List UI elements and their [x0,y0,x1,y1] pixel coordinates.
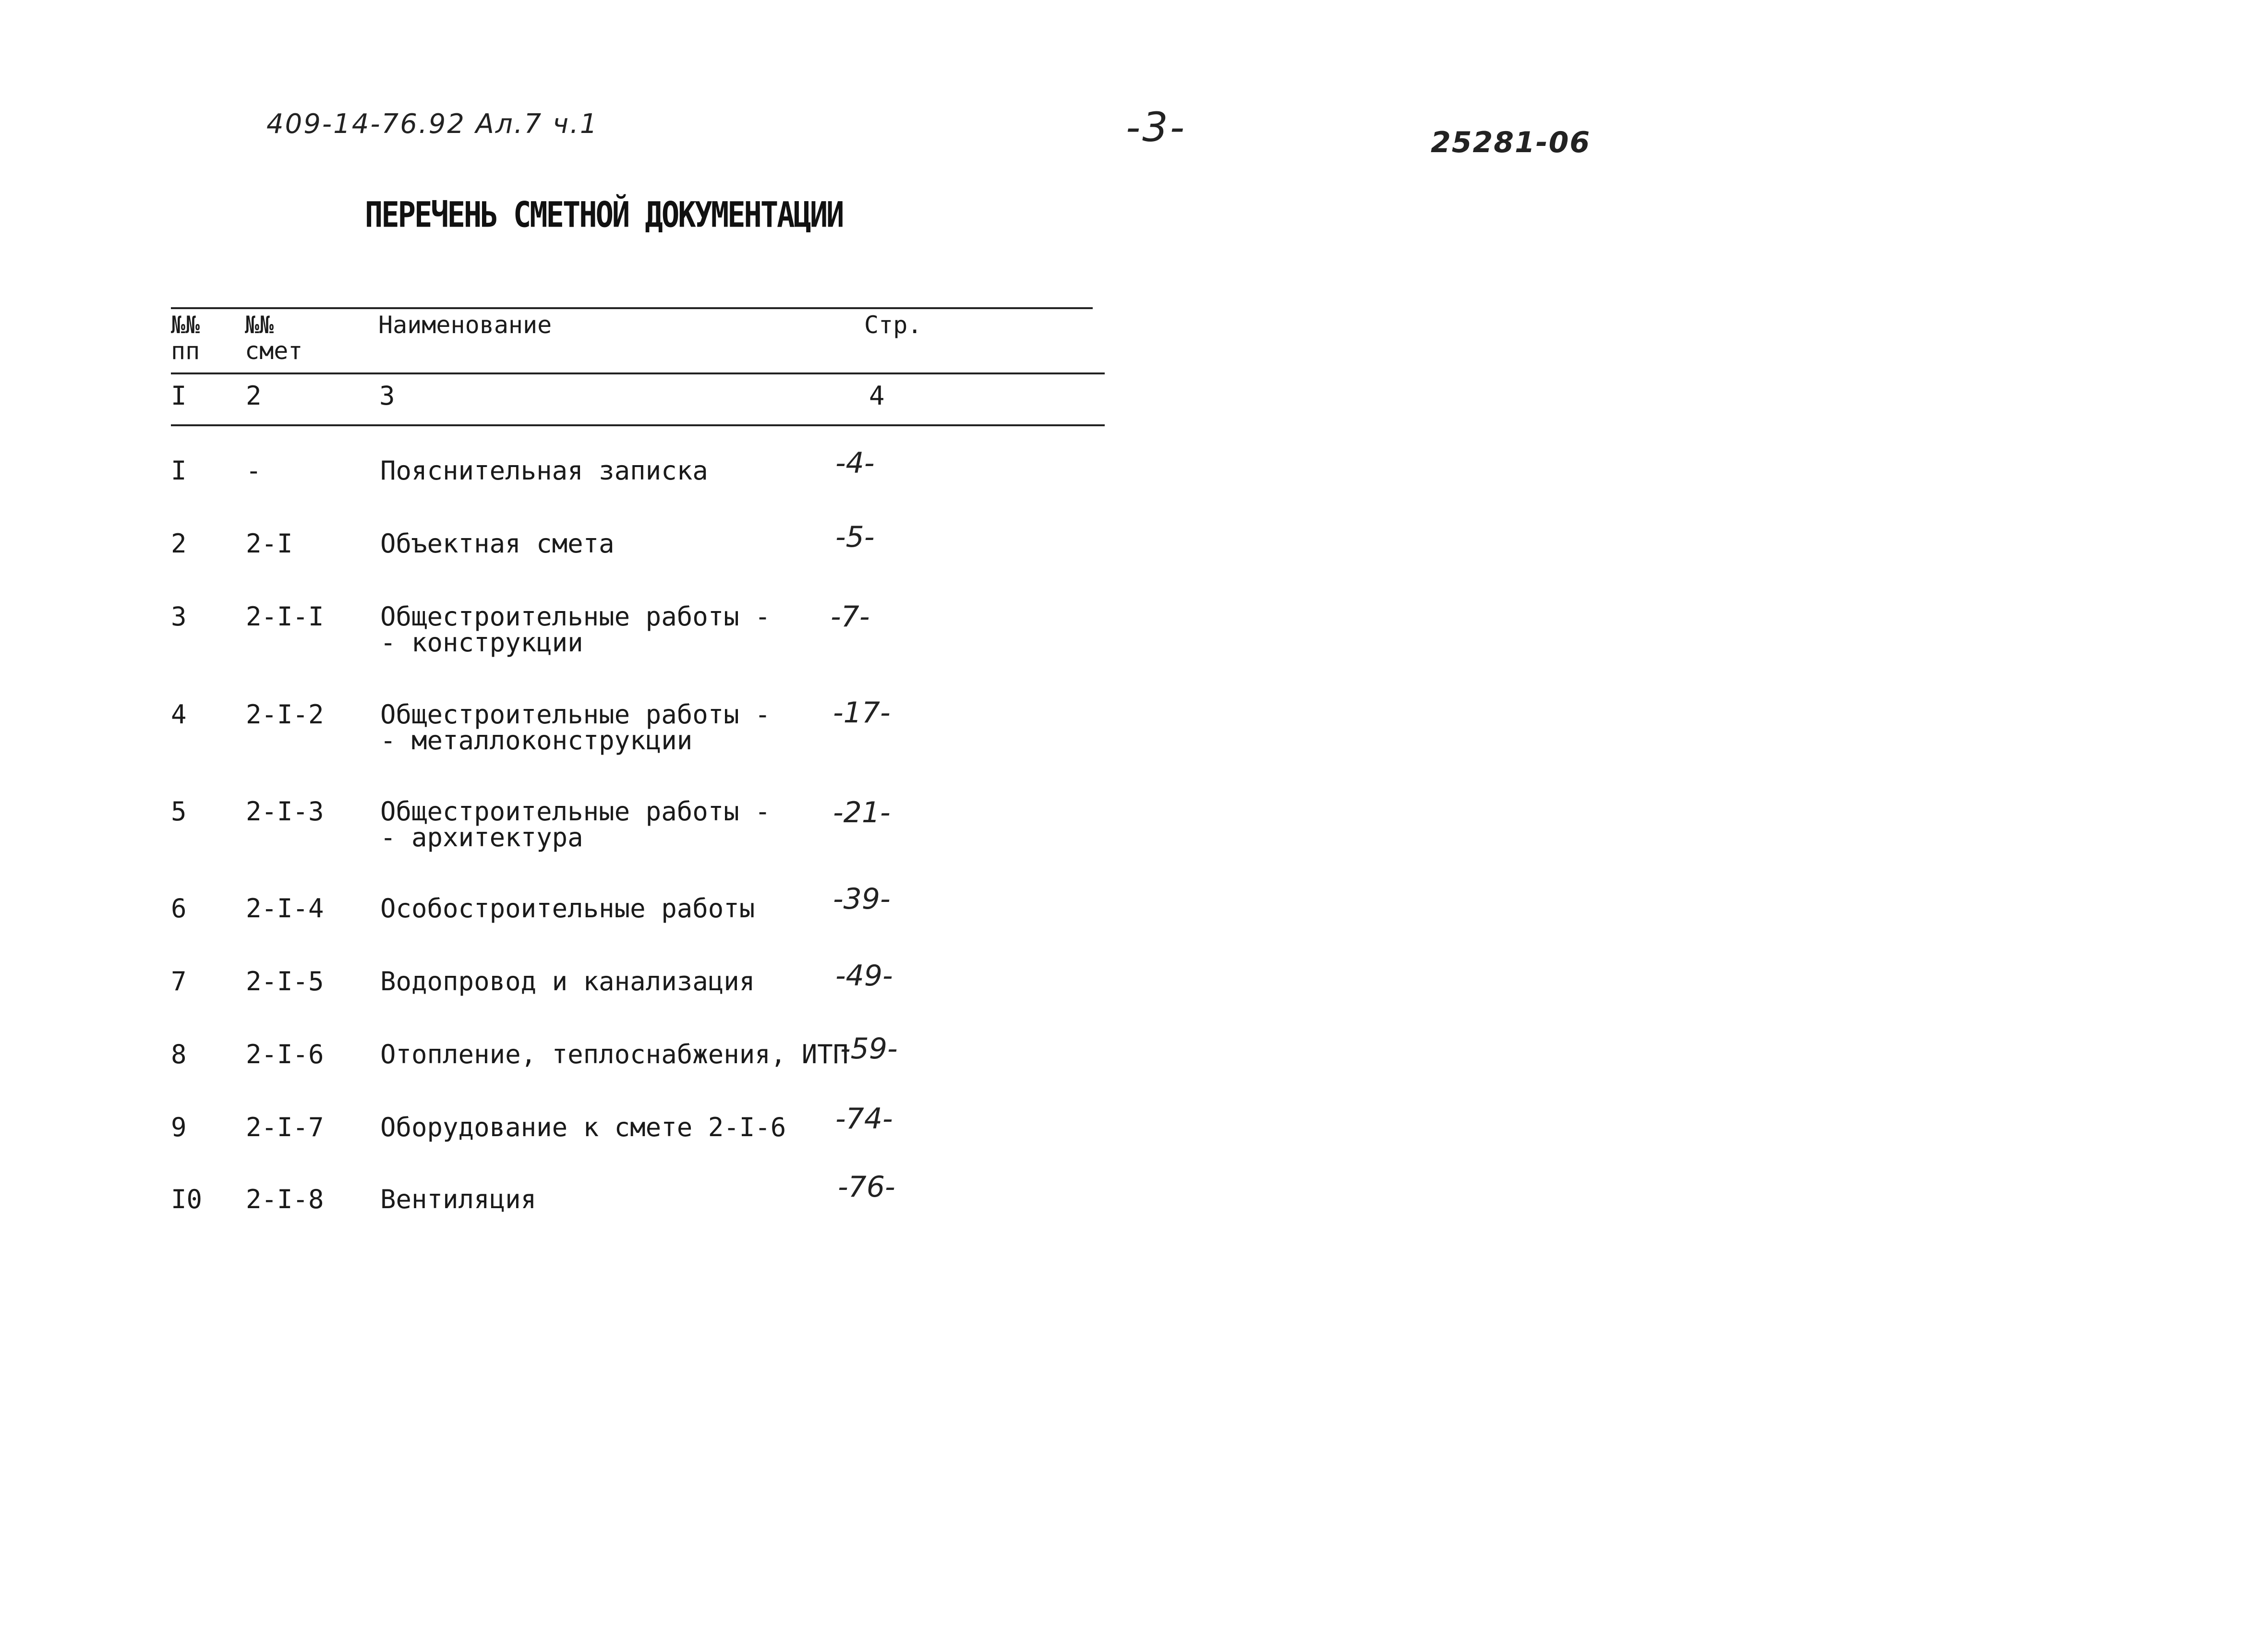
page-reference: -59- [840,1032,898,1066]
row-number: 8 [171,1039,187,1069]
item-name: Оборудование к смете 2-I-6 [380,1112,786,1142]
col-header-item-no: №№ пп [171,311,200,365]
estimate-number: 2-I-I [246,601,324,632]
column-number: 4 [869,381,885,411]
page-reference: -7- [831,600,870,634]
column-number: 2 [246,381,262,411]
page-reference: -21- [833,796,891,829]
page-reference: -39- [833,882,891,916]
page-number: -3- [1126,104,1187,151]
item-name: Пояснительная записка [380,456,708,486]
estimate-number: 2-I-8 [246,1184,324,1214]
item-name: Общестроительные работы - - конструкции [380,601,771,658]
col-header-name: Наименование [378,311,552,339]
estimate-number: 2-I-5 [246,966,324,996]
archive-number: 25281-06 [1431,126,1591,159]
row-number: 2 [171,528,187,559]
page-title: ПЕРЕЧЕНЬ СМЕТНОЙ ДОКУМЕНТАЦИИ [365,194,843,236]
row-number: 3 [171,601,187,632]
item-name: Вентиляция [380,1184,537,1214]
row-number: 7 [171,966,187,996]
page-reference: -76- [838,1170,895,1204]
document-code: 409-14-76.92 Ал.7 ч.1 [266,108,599,140]
row-number: 4 [171,699,187,730]
page-reference: -49- [835,959,893,993]
row-number: I0 [171,1184,203,1214]
page-reference: -5- [835,520,875,554]
table-rule-bottom [171,424,1105,426]
item-name: Общестроительные работы - - металлоконструкции [380,699,771,756]
item-name: Водопровод и канализация [380,966,755,996]
item-name: Отопление, теплоснабжения, ИТП [380,1039,849,1069]
page-reference: -4- [835,446,875,480]
row-number: 6 [171,893,187,924]
table-rule-top [171,307,1093,309]
column-number: 3 [379,381,395,411]
estimate-number: 2-I-7 [246,1112,324,1142]
item-name: Объектная смета [380,528,615,559]
row-number: I [171,456,187,486]
table-rule-middle [171,372,1105,374]
row-number: 5 [171,796,187,827]
estimate-number: - [246,456,262,486]
col-header-estimate-no: №№ смет [245,311,303,365]
item-name: Общестроительные работы - - архитектура [380,796,771,852]
col-header-page: Стр. [864,311,922,339]
estimate-number: 2-I-6 [246,1039,324,1069]
column-number: I [171,381,187,411]
estimate-number: 2-I [246,528,293,559]
estimate-number: 2-I-4 [246,893,324,924]
estimate-number: 2-I-2 [246,699,324,730]
estimate-number: 2-I-3 [246,796,324,827]
page-reference: -17- [833,696,891,730]
row-number: 9 [171,1112,187,1142]
item-name: Особостроительные работы [380,893,755,924]
page-reference: -74- [835,1102,893,1136]
